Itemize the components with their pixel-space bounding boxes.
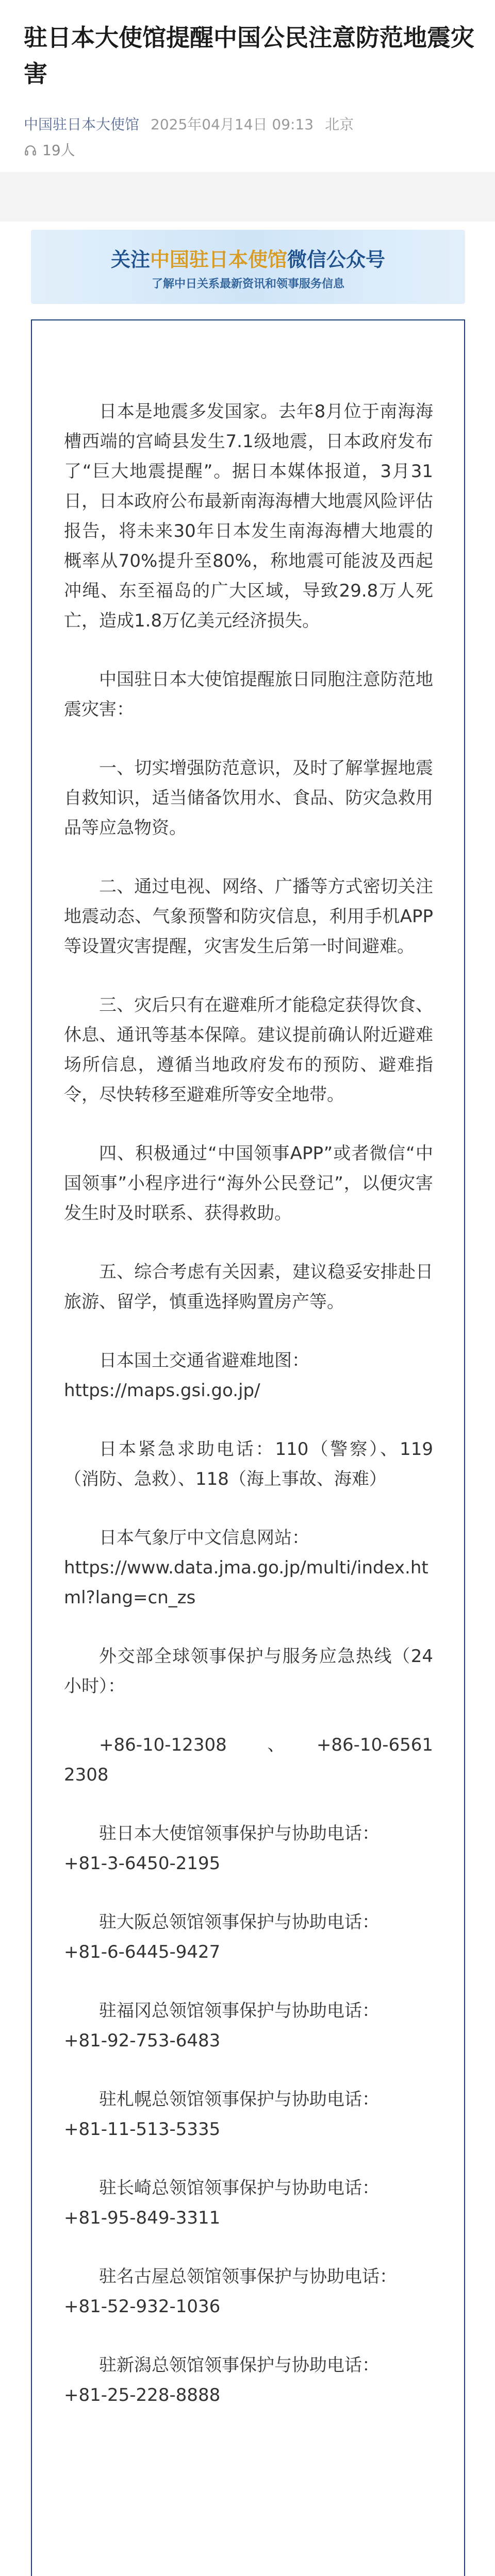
banner-subtitle: 了解中日关系最新资讯和领事服务信息 bbox=[151, 277, 344, 291]
publish-time: 2025年04月14日 09:13 bbox=[151, 116, 314, 133]
nagoya-contact bbox=[64, 2262, 433, 2321]
osaka-contact-phone: +81-6-6445-9427 bbox=[64, 1942, 221, 1962]
banner-prefix: 关注 bbox=[110, 248, 150, 271]
banner-heading bbox=[31, 248, 465, 271]
listen-count[interactable] bbox=[24, 140, 75, 161]
paragraph-reminder: 中国驻日本大使馆提醒旅日同胞注意防范地震灾害： bbox=[64, 669, 433, 720]
sapporo-contact-label: 驻札幌总领馆领事保护与协助电话： bbox=[99, 2089, 380, 2110]
nagasaki-contact bbox=[64, 2173, 433, 2233]
listen-count-value: 19人 bbox=[42, 142, 75, 159]
paragraph-point-3: 三、灾后只有在避难所才能稳定获得饮食、休息、通讯等基本保障。建议提前确认附近避难场所信息，遵循当地政府发布的预防、避难指令，尽快转移至避难所等安全地带。 bbox=[64, 995, 433, 1105]
fukuoka-contact bbox=[64, 1996, 433, 2056]
embassy-contact-phone: +81-3-6450-2195 bbox=[64, 1853, 221, 1874]
fukuoka-contact-phone: +81-92-753-6483 bbox=[64, 2030, 221, 2051]
paragraph-point-1: 一、切实增强防范意识，及时了解掌握地震自救知识，适当储备饮用水、食品、防灾急救用品等应急物资。 bbox=[64, 758, 433, 838]
evacuation-map-info bbox=[64, 1346, 433, 1405]
article-body bbox=[64, 397, 433, 2439]
osaka-contact bbox=[64, 1907, 433, 1967]
evacuation-map-url[interactable]: https://maps.gsi.go.jp/ bbox=[64, 1380, 260, 1401]
niigata-contact-label: 驻新潟总领馆领事保护与协助电话： bbox=[99, 2355, 380, 2376]
account-name-link[interactable]: 中国驻日本大使馆 bbox=[24, 116, 140, 133]
niigata-contact-phone: +81-25-228-8888 bbox=[64, 2385, 221, 2405]
nagasaki-contact-phone: +81-95-849-3311 bbox=[64, 2208, 221, 2228]
section-gap bbox=[0, 172, 495, 222]
follow-banner[interactable] bbox=[31, 230, 465, 304]
osaka-contact-label: 驻大阪总领馆领事保护与协助电话： bbox=[99, 1912, 380, 1933]
evacuation-map-label: 日本国土交通省避难地图： bbox=[99, 1350, 309, 1371]
article-title: 驻日本大使馆提醒中国公民注意防范地震灾害 bbox=[24, 24, 474, 88]
sapporo-contact-phone: +81-11-513-5335 bbox=[64, 2119, 221, 2140]
emergency-phone-info: 日本紧急求助电话：110（警察）、119（消防、急救）、118（海上事故、海难） bbox=[64, 1439, 433, 1489]
mfa-hotline-label: 外交部全球领事保护与服务应急热线（24小时）： bbox=[64, 1646, 433, 1697]
jma-site-url[interactable]: https://www.data.jma.go.jp/multi/index.html?lang=cn_zs bbox=[64, 1557, 428, 1608]
headphones-icon bbox=[24, 144, 37, 157]
paragraph-point-2: 二、通过电视、网络、广播等方式密切关注地震动态、气象预警和防灾信息，利用手机APP等设置灾害提醒，灾害发生后第一时间避难。 bbox=[64, 876, 433, 957]
jma-site-info bbox=[64, 1523, 433, 1613]
banner-highlight: 中国驻日本使馆 bbox=[150, 248, 287, 271]
embassy-contact-label: 驻日本大使馆领事保护与协助电话： bbox=[99, 1823, 380, 1844]
embassy-contact bbox=[64, 1819, 433, 1878]
jma-site-label: 日本气象厅中文信息网站： bbox=[99, 1528, 309, 1548]
sapporo-contact bbox=[64, 2084, 433, 2144]
publish-location: 北京 bbox=[325, 116, 354, 133]
fukuoka-contact-label: 驻福冈总领馆领事保护与协助电话： bbox=[99, 2001, 380, 2021]
paragraph-intro: 日本是地震多发国家。去年8月位于南海海槽西端的宫崎县发生7.1级地震，日本政府发布了“巨大地震提醒”。据日本媒体报道，3月31日，日本政府公布最新南海海槽大地震风险评估报告，将未来30年日本发生南海海槽大地震的概率从70%提升至80%，称地震可能波及西起冲绳、东至福岛的广大区域，导致29.8万人死亡，造成1.8万亿美元经济损失。 bbox=[64, 401, 433, 631]
article-meta bbox=[24, 114, 477, 135]
niigata-contact bbox=[64, 2350, 433, 2410]
nagasaki-contact-label: 驻长崎总领馆领事保护与协助电话： bbox=[99, 2178, 380, 2198]
paragraph-point-5: 五、综合考虑有关因素，建议稳妥安排赴日旅游、留学，慎重选择购置房产等。 bbox=[64, 1262, 433, 1312]
nagoya-contact-phone: +81-52-932-1036 bbox=[64, 2296, 221, 2317]
paragraph-point-4: 四、积极通过“中国领事APP”或者微信“中国领事”小程序进行“海外公民登记”，以便灾害发生时及时联系、获得救助。 bbox=[64, 1143, 433, 1224]
banner-suffix: 微信公众号 bbox=[287, 248, 386, 271]
mfa-hotline-numbers: +86-10-12308 、 +86-10-65612308 bbox=[64, 1735, 433, 1785]
nagoya-contact-label: 驻名古屋总领馆领事保护与协助电话： bbox=[99, 2266, 397, 2287]
